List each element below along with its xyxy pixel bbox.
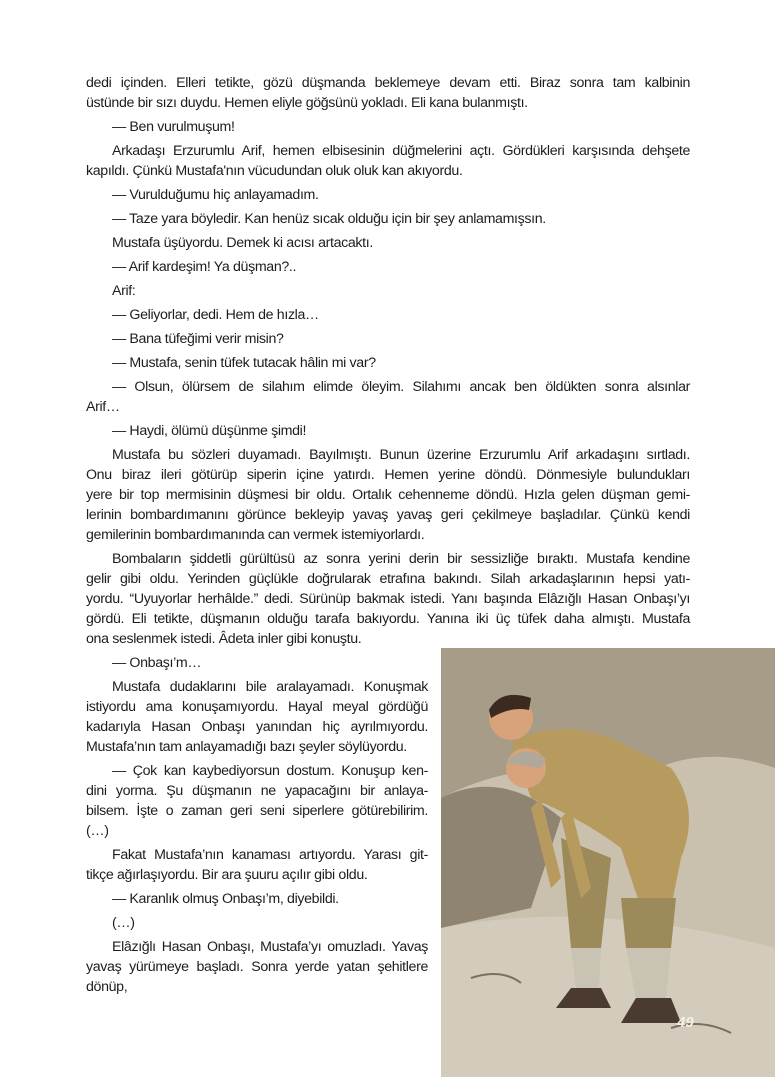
paragraph [86, 549, 690, 649]
text-line: üstünde bir sızı duydu. Hemen eliyle göğsünü yokladı. Eli kana bulanmıştı. [86, 95, 528, 111]
text-line: lerinin bombardımanını görünce bekleyip yavaş yavaş geri çekilmeye başladılar. Çünkü kendi [86, 507, 690, 523]
text-line: Arkadaşı Erzurumlu Arif, hemen elbisesinin düğmelerini açtı. Gördükleri karşısında dehşete [112, 143, 690, 159]
paragraph [86, 73, 690, 113]
text-line: — Çok kan kaybediyorsun dostum. Konuşup ken- [112, 763, 428, 779]
page-number: 49 [677, 1014, 694, 1031]
text-line: (…) [86, 823, 109, 839]
text-line: yavaş yürümeye başladı. Sonra yerde yatan şehitlere [86, 959, 428, 975]
text-line: — Olsun, ölürsem de silahım elimde öleyim. Silahımı ancak ben öldükten sonra alsınlar [112, 379, 690, 395]
paragraph [86, 421, 690, 441]
text-line: — Onbaşı’m… [112, 655, 202, 671]
paragraph [86, 305, 690, 325]
paragraph [86, 377, 690, 417]
text-line: tikçe ağırlaşıyordu. Bir ara şuuru açılır gibi oldu. [86, 867, 368, 883]
paragraph [86, 353, 690, 373]
text-line: yordu. “Uyuyorlar herhâlde.” dedi. Sürünüp bakmak istedi. Yanı başında Elâzığlı Hasan Onbaşı’yı [86, 591, 690, 607]
text-line: Mustafa bu sözleri duyamadı. Bayılmıştı. Bunun üzerine Erzurumlu Arif arkadaşını sırtladı. [112, 447, 690, 463]
text-line: Bombaların şiddetli gürültüsü az sonra yerini derin bir sessizliğe bıraktı. Mustafa kendine [112, 551, 690, 567]
text-line: Fakat Mustafa’nın kanaması artıyordu. Yarası git- [112, 847, 428, 863]
text-line: Mustafa’nın tam anlayamadığı bazı şeyler söylüyordu. [86, 739, 407, 755]
text-line: — Ben vurulmuşum! [112, 119, 235, 135]
paragraph [86, 329, 690, 349]
text-line: gördü. Eli tetikte, düşmanın olduğu tarafa bakıyordu. Yanına iki üç tüfek daha almıştı. Mustafa [86, 611, 690, 627]
paragraph [86, 257, 690, 277]
text-line: bilsem. İşte o zaman geri seni siperlere götürebilirim. [86, 803, 428, 819]
text-line: ona seslenmek istedi. Âdeta inler gibi konuştu. [86, 631, 362, 647]
text-line: — Geliyorlar, dedi. Hem de hızla… [112, 307, 319, 323]
text-line: — Haydi, ölümü düşünme şimdi! [112, 423, 307, 439]
text-line: — Taze yara böyledir. Kan henüz sıcak olduğu için bir şey anlamamışsın. [112, 211, 546, 227]
text-line: — Mustafa, senin tüfek tutacak hâlin mi var? [112, 355, 376, 371]
text-line: dönüp, [86, 979, 128, 995]
text-line: Mustafa dudaklarını bile aralayamadı. Konuşmak [112, 679, 428, 695]
text-line: (…) [112, 915, 135, 931]
paragraph [86, 233, 690, 253]
paragraph [86, 281, 690, 301]
text-line: gemilerinin bombardımanında can vermek istemiyorlardı. [86, 527, 425, 543]
text-line: gelir gibi oldu. Yerinden güçlükle doğrularak etrafına bakındı. Silah arkadaşlarının hepsi yatı- [86, 571, 690, 587]
text-line: — Vurulduğumu hiç anlayamadım. [112, 187, 319, 203]
text-line: yere bir top mermisinin düşmesi bir oldu. Ortalık cehenneme döndü. Hızla gelen düşman gemi- [86, 487, 690, 503]
text-line: dini yorma. Şu düşmanın ne yapacağını bir anlaya- [86, 783, 428, 799]
text-line: istiyordu ama konuşamıyordu. Hayal meyal gördüğü [86, 699, 428, 715]
text-line: Elâzığlı Hasan Onbaşı, Mustafa’yı omuzladı. Yavaş [112, 939, 428, 955]
text-line: kapıldı. Çünkü Mustafa'nın vücudundan oluk oluk kan akıyordu. [86, 163, 463, 179]
text-line: — Bana tüfeğimi verir misin? [112, 331, 284, 347]
paragraph [86, 209, 690, 229]
text-line: dedi içinden. Elleri tetikte, gözü düşmanda beklemeye devam etti. Biraz sonra tam kalbinin [86, 75, 690, 91]
text-line: kadarıyla Hasan Onbaşı yanından hiç ayrılmıyordu. [86, 719, 428, 735]
paragraph [86, 185, 690, 205]
text-line: — Karanlık olmuş Onbaşı’m, diyebildi. [112, 891, 339, 907]
paragraph [86, 117, 690, 137]
paragraph [86, 141, 690, 181]
text-line: — Arif kardeşim! Ya düşman?.. [112, 259, 297, 275]
paragraph [86, 445, 690, 545]
text-line: Arif… [86, 399, 120, 415]
text-line: Onu biraz ileri götürüp siperin içine yatırdı. Hemen yerine döndü. Dönmesiyle bulundukları [86, 467, 690, 483]
illustration-soldier-carrying-comrade [441, 648, 775, 1077]
text-line: Arif: [112, 283, 136, 299]
text-line: Mustafa üşüyordu. Demek ki acısı artacaktı. [112, 235, 373, 251]
